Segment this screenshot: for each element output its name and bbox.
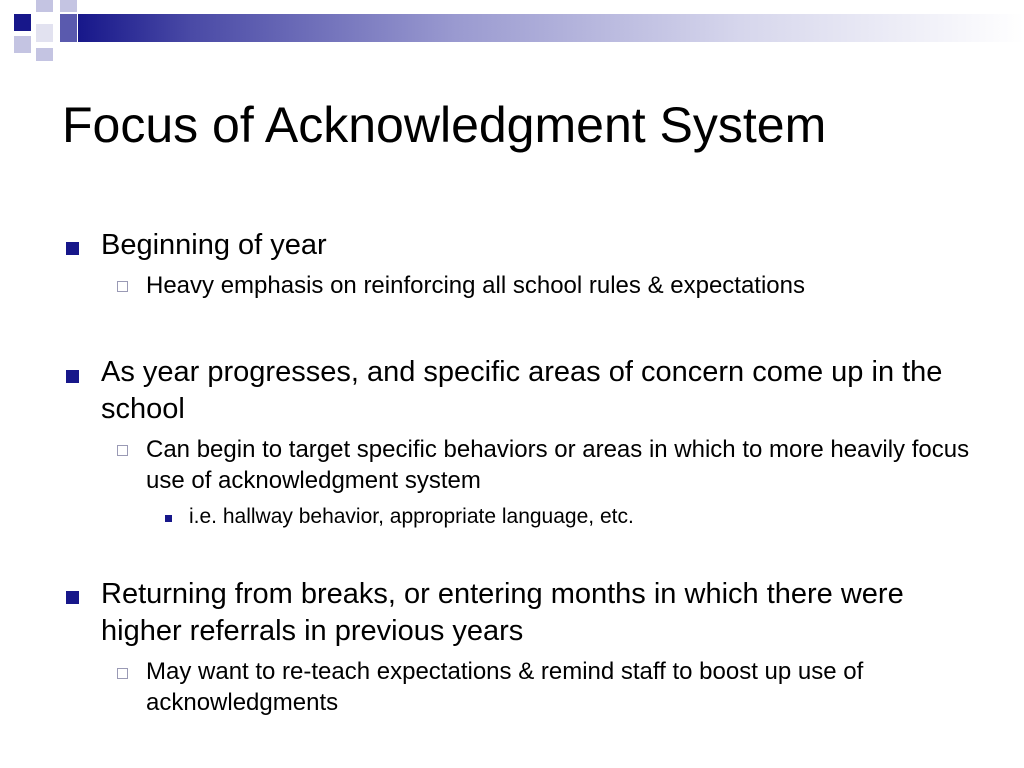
decor-square-navy-icon [14, 14, 31, 31]
decor-square-pale-icon [36, 24, 53, 42]
filled-square-icon [66, 370, 79, 383]
hollow-square-icon [117, 445, 128, 456]
decor-square-mid-icon [60, 14, 77, 42]
bullet-level3: i.e. hallway behavior, appropriate language, etc. [189, 505, 634, 528]
bullet-level1: Beginning of year [101, 229, 327, 261]
slide-title: Focus of Acknowledgment System [62, 97, 827, 153]
bullet-level2: Can begin to target specific behaviors or areas in which to more heavily focus use of acknowledgment system [146, 436, 970, 494]
bullet-level2: Heavy emphasis on reinforcing all school rules & expectations [146, 272, 806, 299]
hollow-square-icon [117, 281, 128, 292]
decor-square-light-icon [36, 48, 53, 61]
bullet-level2: May want to re-teach expectations & remind staff to boost up use of acknowledgments [146, 658, 864, 716]
hollow-square-icon [117, 668, 128, 679]
filled-square-icon [66, 242, 79, 255]
bullet-level1: Returning from breaks, or entering months in which there were higher referrals in previous years [101, 578, 904, 647]
decor-square-light-icon [60, 0, 77, 12]
small-filled-square-icon [165, 515, 172, 522]
header-gradient-band [78, 14, 1024, 42]
bullet-level1: As year progresses, and specific areas of concern come up in the school [101, 356, 943, 425]
decor-square-light-icon [36, 0, 53, 12]
decor-square-light-icon [14, 36, 31, 53]
filled-square-icon [66, 591, 79, 604]
